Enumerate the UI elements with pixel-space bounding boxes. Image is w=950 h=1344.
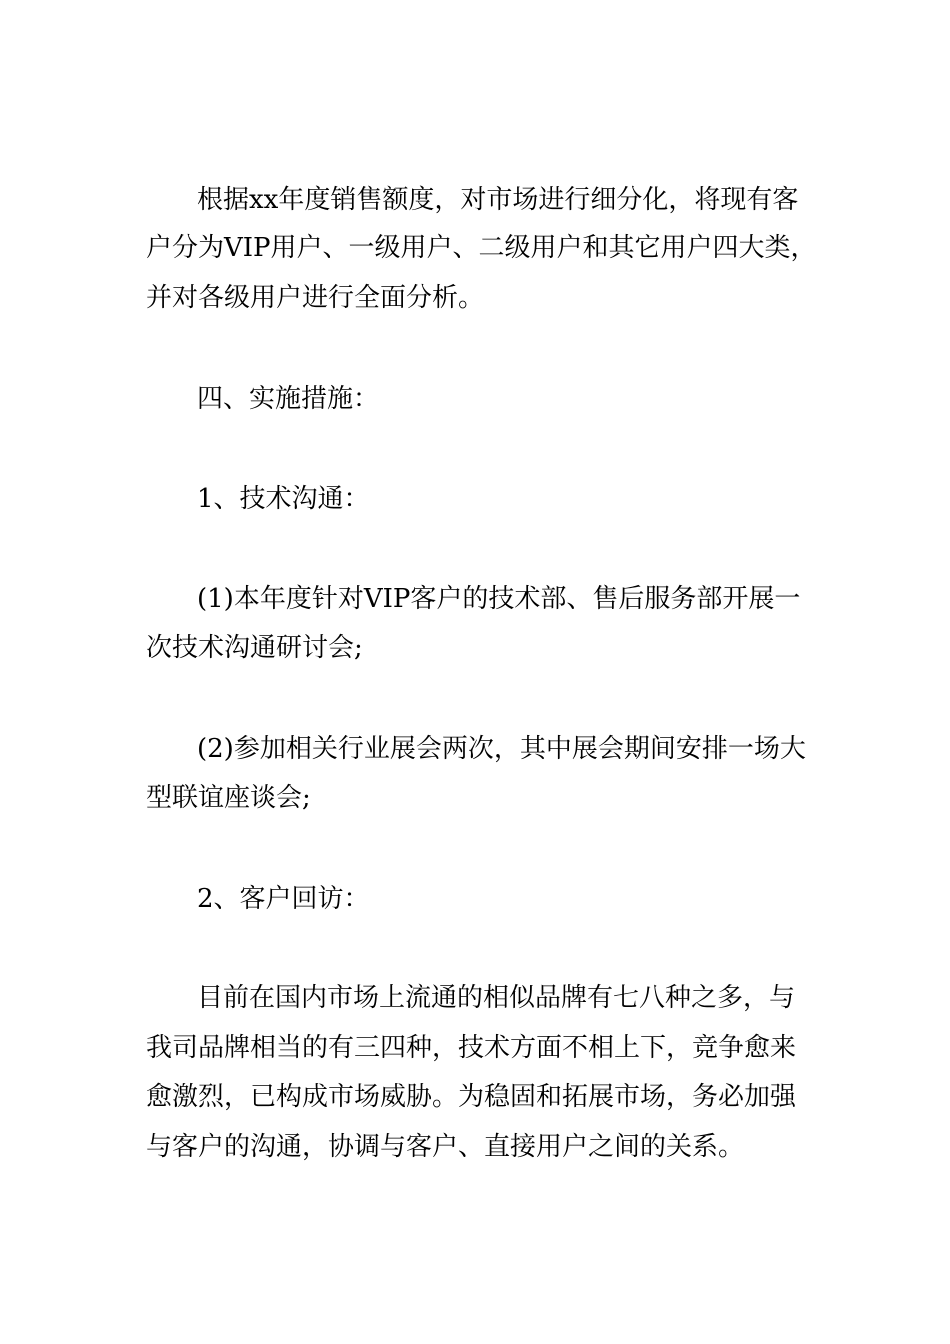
list-item-line: (2)参加相关行业展会两次，其中展会期间安排一场大 [197,734,806,764]
paragraph-line: 我司品牌相当的有三四种，技术方面不相上下，竞争愈来 [146,1033,797,1063]
paragraph-line: 目前在国内市场上流通的相似品牌有七八种之多，与 [197,983,796,1013]
paragraph-line: 并对各级用户进行全面分析。 [146,283,485,313]
list-item-line: (1)本年度针对VIP客户的技术部、售后服务部开展一 [197,584,801,614]
paragraph-line: 与客户的沟通，协调与客户、直接用户之间的关系。 [146,1132,745,1162]
paragraph-line: 户分为VIP用户、一级用户、二级用户和其它用户四大类， [146,233,817,263]
list-item-line: 型联谊座谈会; [146,783,311,813]
paragraph-line: 根据xx年度销售额度，对市场进行细分化，将现有客 [197,185,799,215]
paragraph-line: 愈激烈，已构成市场威胁。为稳固和拓展市场，务必加强 [146,1082,797,1112]
section-heading: 四、实施措施： [197,384,380,414]
list-item-line: 次技术沟通研讨会; [146,633,363,663]
subsection-heading: 2、客户回访： [197,884,370,914]
subsection-heading: 1、技术沟通： [197,484,370,514]
